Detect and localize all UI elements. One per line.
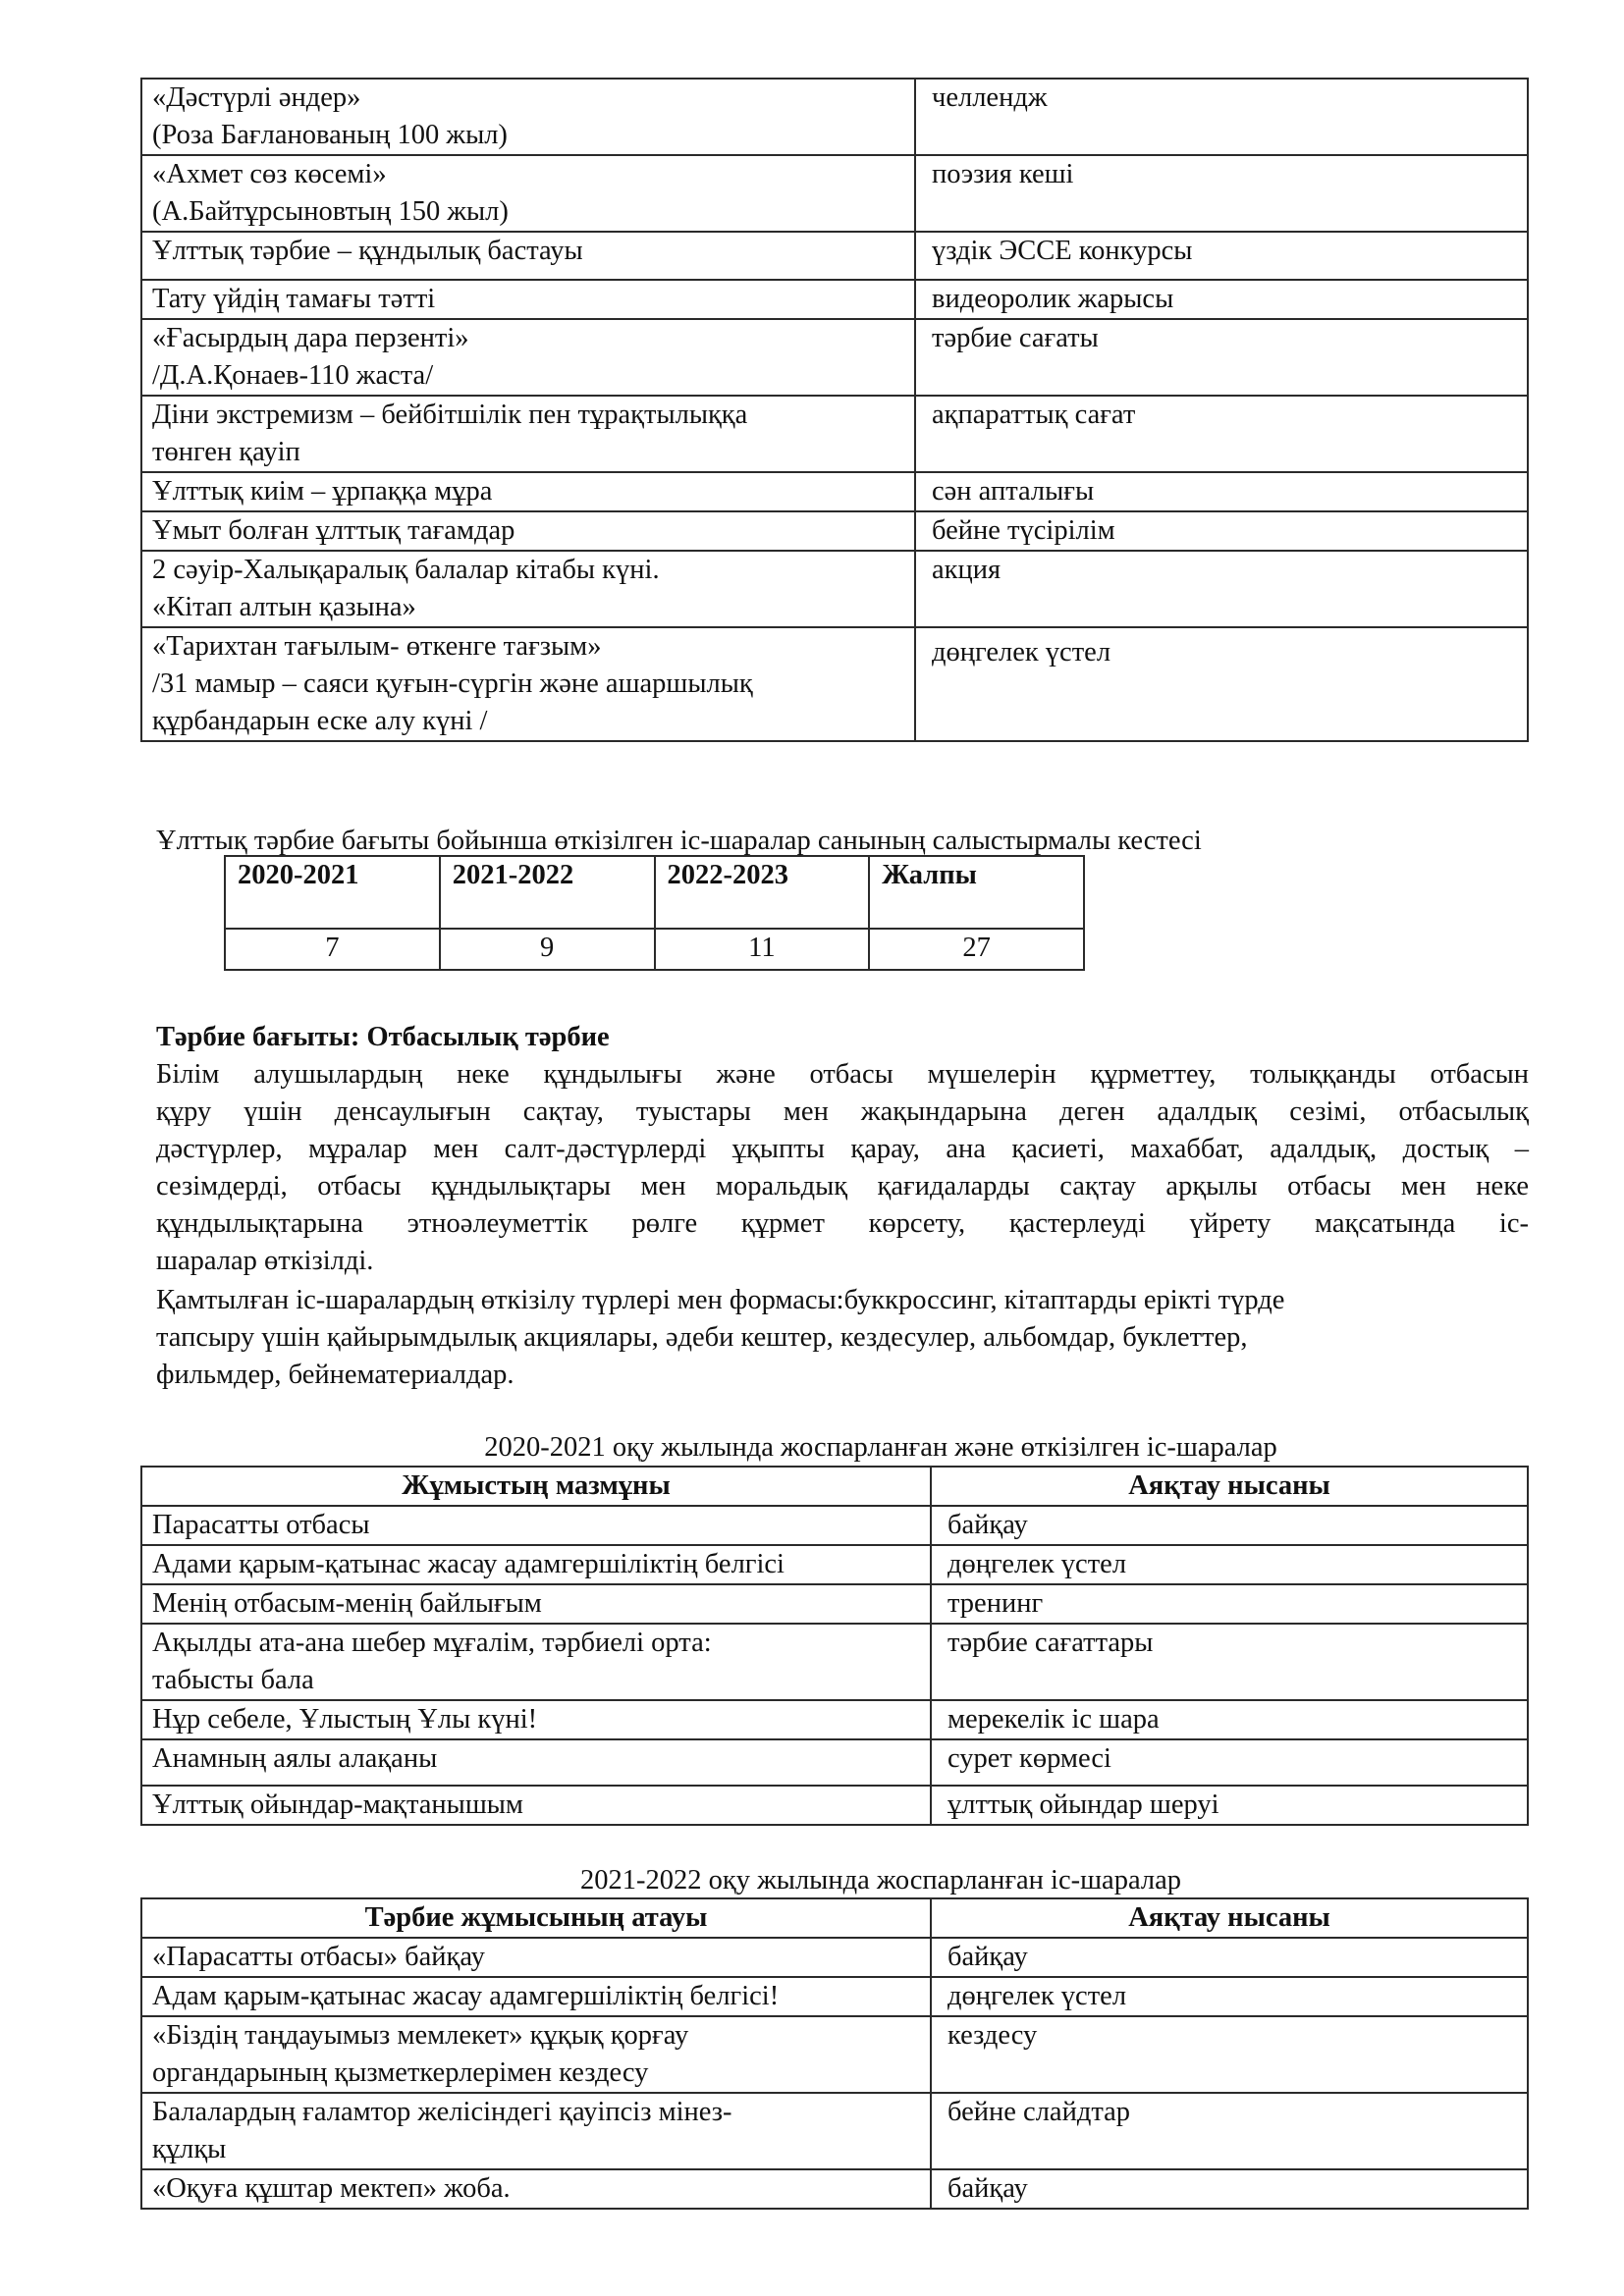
form-cell: видеоролик жарысы [915,280,1528,319]
events-table-2021-2022 [140,1897,1529,2210]
form-cell: кездесу [931,2016,1528,2093]
table-row [141,551,1528,627]
form-cell: үздік ЭССЕ конкурсы [915,232,1528,280]
content-cell [141,1700,931,1739]
cell-text: Адами қарым-қатынас жасау адамгершіліктің белгісі [152,1549,785,1579]
cell-text: Ұмыт болған ұлттық тағамдар [152,515,515,546]
form-cell: поэзия кеші [915,155,1528,232]
table-row [141,232,1528,280]
cell-text: Ақылды ата-ана шебер мұғалім, тәрбиелі орта: [152,1628,712,1658]
section-paragraph [156,1056,1529,1280]
content-cell [141,280,915,319]
section-heading: Тәрбие бағыты: Отбасылық тәрбие [156,1022,610,1052]
table-row [141,1739,1528,1786]
content-cell [141,232,915,280]
table-row [141,1938,1528,1977]
header-cell: Жұмыстың мазмұны [141,1467,931,1506]
header-cell: 2021-2022 [440,856,655,929]
table-row [141,1700,1528,1739]
table-header-row [141,1898,1528,1938]
cell-text: «Тарихтан тағылым- өткенге тағзым» [152,631,602,662]
events-table-2020-2021 [140,1466,1529,1826]
content-cell [141,1977,931,2016]
cell-text: «Парасатты отбасы» байқау [152,1942,485,1972]
paragraph-line: Қамтылған іс-шаралардың өткізілу түрлері мен формасы:буккроссинг, кітаптарды ерікті түрде [156,1285,1285,1315]
table-2020-2021-caption: 2020-2021 оқу жылында жоспарланған және өткізілген іс-шаралар [484,1432,1277,1463]
forms-paragraph [156,1282,1529,1394]
table-row [141,472,1528,511]
cell-text: Ұлттық киім – ұрпаққа мұра [152,476,493,507]
form-cell: бейне түсірілім [915,511,1528,551]
form-cell: дөңгелек үстел [915,627,1528,741]
header-cell: Аяқтау нысаны [931,1467,1528,1506]
content-cell [141,1506,931,1545]
cell-text: Ұлттық ойындар-мақтанышым [152,1789,523,1820]
form-cell: дөңгелек үстел [931,1545,1528,1584]
content-cell [141,155,915,232]
paragraph-line: фильмдер, бейнематериалдар. [156,1360,514,1390]
header-cell: Аяқтау нысаны [931,1898,1528,1938]
paragraph-line: құру үшін денсаулығын сақтау, туыстары мен жақындарына деген адалдық сезімі, отбасылық [156,1096,1529,1127]
cell-text: «Кітап алтын қазына» [152,592,416,622]
cell-text: Парасатты отбасы [152,1510,370,1540]
form-cell: байқау [931,1506,1528,1545]
cell-text: Ұлттық тәрбие – құндылық бастауы [152,236,583,266]
form-cell: мерекелік іс шара [931,1700,1528,1739]
cell-text: 2 сәуір-Халықаралық балалар кітабы күні. [152,555,660,585]
table-row [141,319,1528,396]
form-cell: тәрбие сағаттары [931,1624,1528,1700]
paragraph-line: құндылықтарына этноәлеуметтік рөлге құрмет көрсету, қастерлеуді үйрету мақсатында іс- [156,1208,1529,1239]
cell-text: «Оқуға құштар мектеп» жоба. [152,2173,511,2204]
content-cell [141,1739,931,1786]
paragraph-line: сезімдерді, отбасы құндылықтары мен моральдық қағидаларды сақтау арқылы отбасы мен неке [156,1171,1529,1201]
form-cell: челлендж [915,79,1528,155]
paragraph-line: шаралар өткізілді. [156,1246,374,1276]
comparison-table [224,855,1085,971]
cell-text: құлқы [152,2134,227,2164]
form-cell: сурет көрмесі [931,1739,1528,1786]
content-cell [141,1545,931,1584]
form-cell: байқау [931,2169,1528,2209]
cell-text: (Роза Бағланованың 100 жыл) [152,120,508,150]
table-row [141,1786,1528,1825]
form-cell: тәрбие сағаты [915,319,1528,396]
form-cell: акция [915,551,1528,627]
cell-text: «Ғасырдың дара перзенті» [152,323,469,353]
cell-text: Тату үйдің тамағы тәтті [152,284,436,314]
table-row [141,1624,1528,1700]
table-row [141,1545,1528,1584]
form-cell: сән апталығы [915,472,1528,511]
content-cell [141,1584,931,1624]
cell-text: /Д.А.Қонаев-110 жаста/ [152,360,434,391]
value-cell: 27 [869,929,1084,970]
paragraph-line: дәстүрлер, мұралар мен салт-дәстүрлерді ұқыпты қарау, ана қасиеті, махаббат, адалдық, достық – [156,1134,1529,1164]
paragraph-line: Білім алушылардың неке құндылығы және отбасы мүшелерін құрметтеу, толыққанды отбасын [156,1059,1529,1090]
content-cell [141,511,915,551]
content-cell [141,627,915,741]
content-cell [141,2093,931,2169]
cell-text: төнген қауіп [152,437,300,467]
table-row [141,511,1528,551]
events-table-continuation [140,78,1529,742]
cell-text: Менің отбасым-менің байлығым [152,1588,542,1619]
cell-text: Анамның аялы алақаны [152,1743,438,1774]
form-cell: ақпараттық сағат [915,396,1528,472]
table-2021-2022-caption: 2021-2022 оқу жылында жоспарланған іс-шаралар [580,1865,1181,1896]
value-cell: 11 [655,929,870,970]
table-row [141,627,1528,741]
form-cell: ұлттық ойындар шеруі [931,1786,1528,1825]
content-cell [141,396,915,472]
table-row [141,2169,1528,2209]
cell-text: «Біздің таңдауымыз мемлекет» құқық қорғау [152,2020,689,2051]
cell-text: /31 мамыр – саяси қуғын-сүргін және ашаршылық [152,668,753,699]
content-cell [141,1938,931,1977]
cell-text: «Ахмет сөз көсемі» [152,159,387,189]
table-row [141,280,1528,319]
content-cell [141,551,915,627]
header-cell: Тәрбие жұмысының атауы [141,1898,931,1938]
cell-text: Нұр себеле, Ұлыстың Ұлы күні! [152,1704,538,1735]
cell-text: Балалардың ғаламтор желісіндегі қауіпсіз мінез- [152,2097,732,2127]
content-cell [141,2016,931,2093]
table-row [225,929,1084,970]
cell-text: табысты бала [152,1665,314,1695]
value-cell: 9 [440,929,655,970]
table-row [141,396,1528,472]
table-row [141,1584,1528,1624]
table-row [141,155,1528,232]
content-cell [141,79,915,155]
table-header-row [141,1467,1528,1506]
cell-text: құрбандарын еске алу күні / [152,706,488,736]
cell-text: (А.Байтұрсыновтың 150 жыл) [152,196,509,227]
table-header-row [225,856,1084,929]
table-row [141,79,1528,155]
form-cell: бейне слайдтар [931,2093,1528,2169]
comparison-table-caption: Ұлттық тәрбие бағыты бойынша өткізілген іс-шаралар санының салыстырмалы кестесі [156,826,1202,856]
form-cell: дөңгелек үстел [931,1977,1528,2016]
cell-text: «Дәстүрлі әндер» [152,82,361,113]
header-cell: Жалпы [869,856,1084,929]
table-row [141,2093,1528,2169]
table-row [141,2016,1528,2093]
content-cell [141,472,915,511]
form-cell: байқау [931,1938,1528,1977]
cell-text: Діни экстремизм – бейбітшілік пен тұрақтылыққа [152,400,748,430]
content-cell [141,1624,931,1700]
form-cell: тренинг [931,1584,1528,1624]
table-row [141,1977,1528,2016]
content-cell [141,1786,931,1825]
cell-text: органдарының қызметкерлерімен кездесу [152,2057,649,2088]
header-cell: 2020-2021 [225,856,440,929]
table-row [141,1506,1528,1545]
header-cell: 2022-2023 [655,856,870,929]
content-cell [141,319,915,396]
content-cell [141,2169,931,2209]
paragraph-line: тапсыру үшін қайырымдылық акциялары, әдеби кештер, кездесулер, альбомдар, буклеттер, [156,1322,1248,1353]
cell-text: Адам қарым-қатынас жасау адамгершіліктің белгісі! [152,1981,780,2011]
value-cell: 7 [225,929,440,970]
